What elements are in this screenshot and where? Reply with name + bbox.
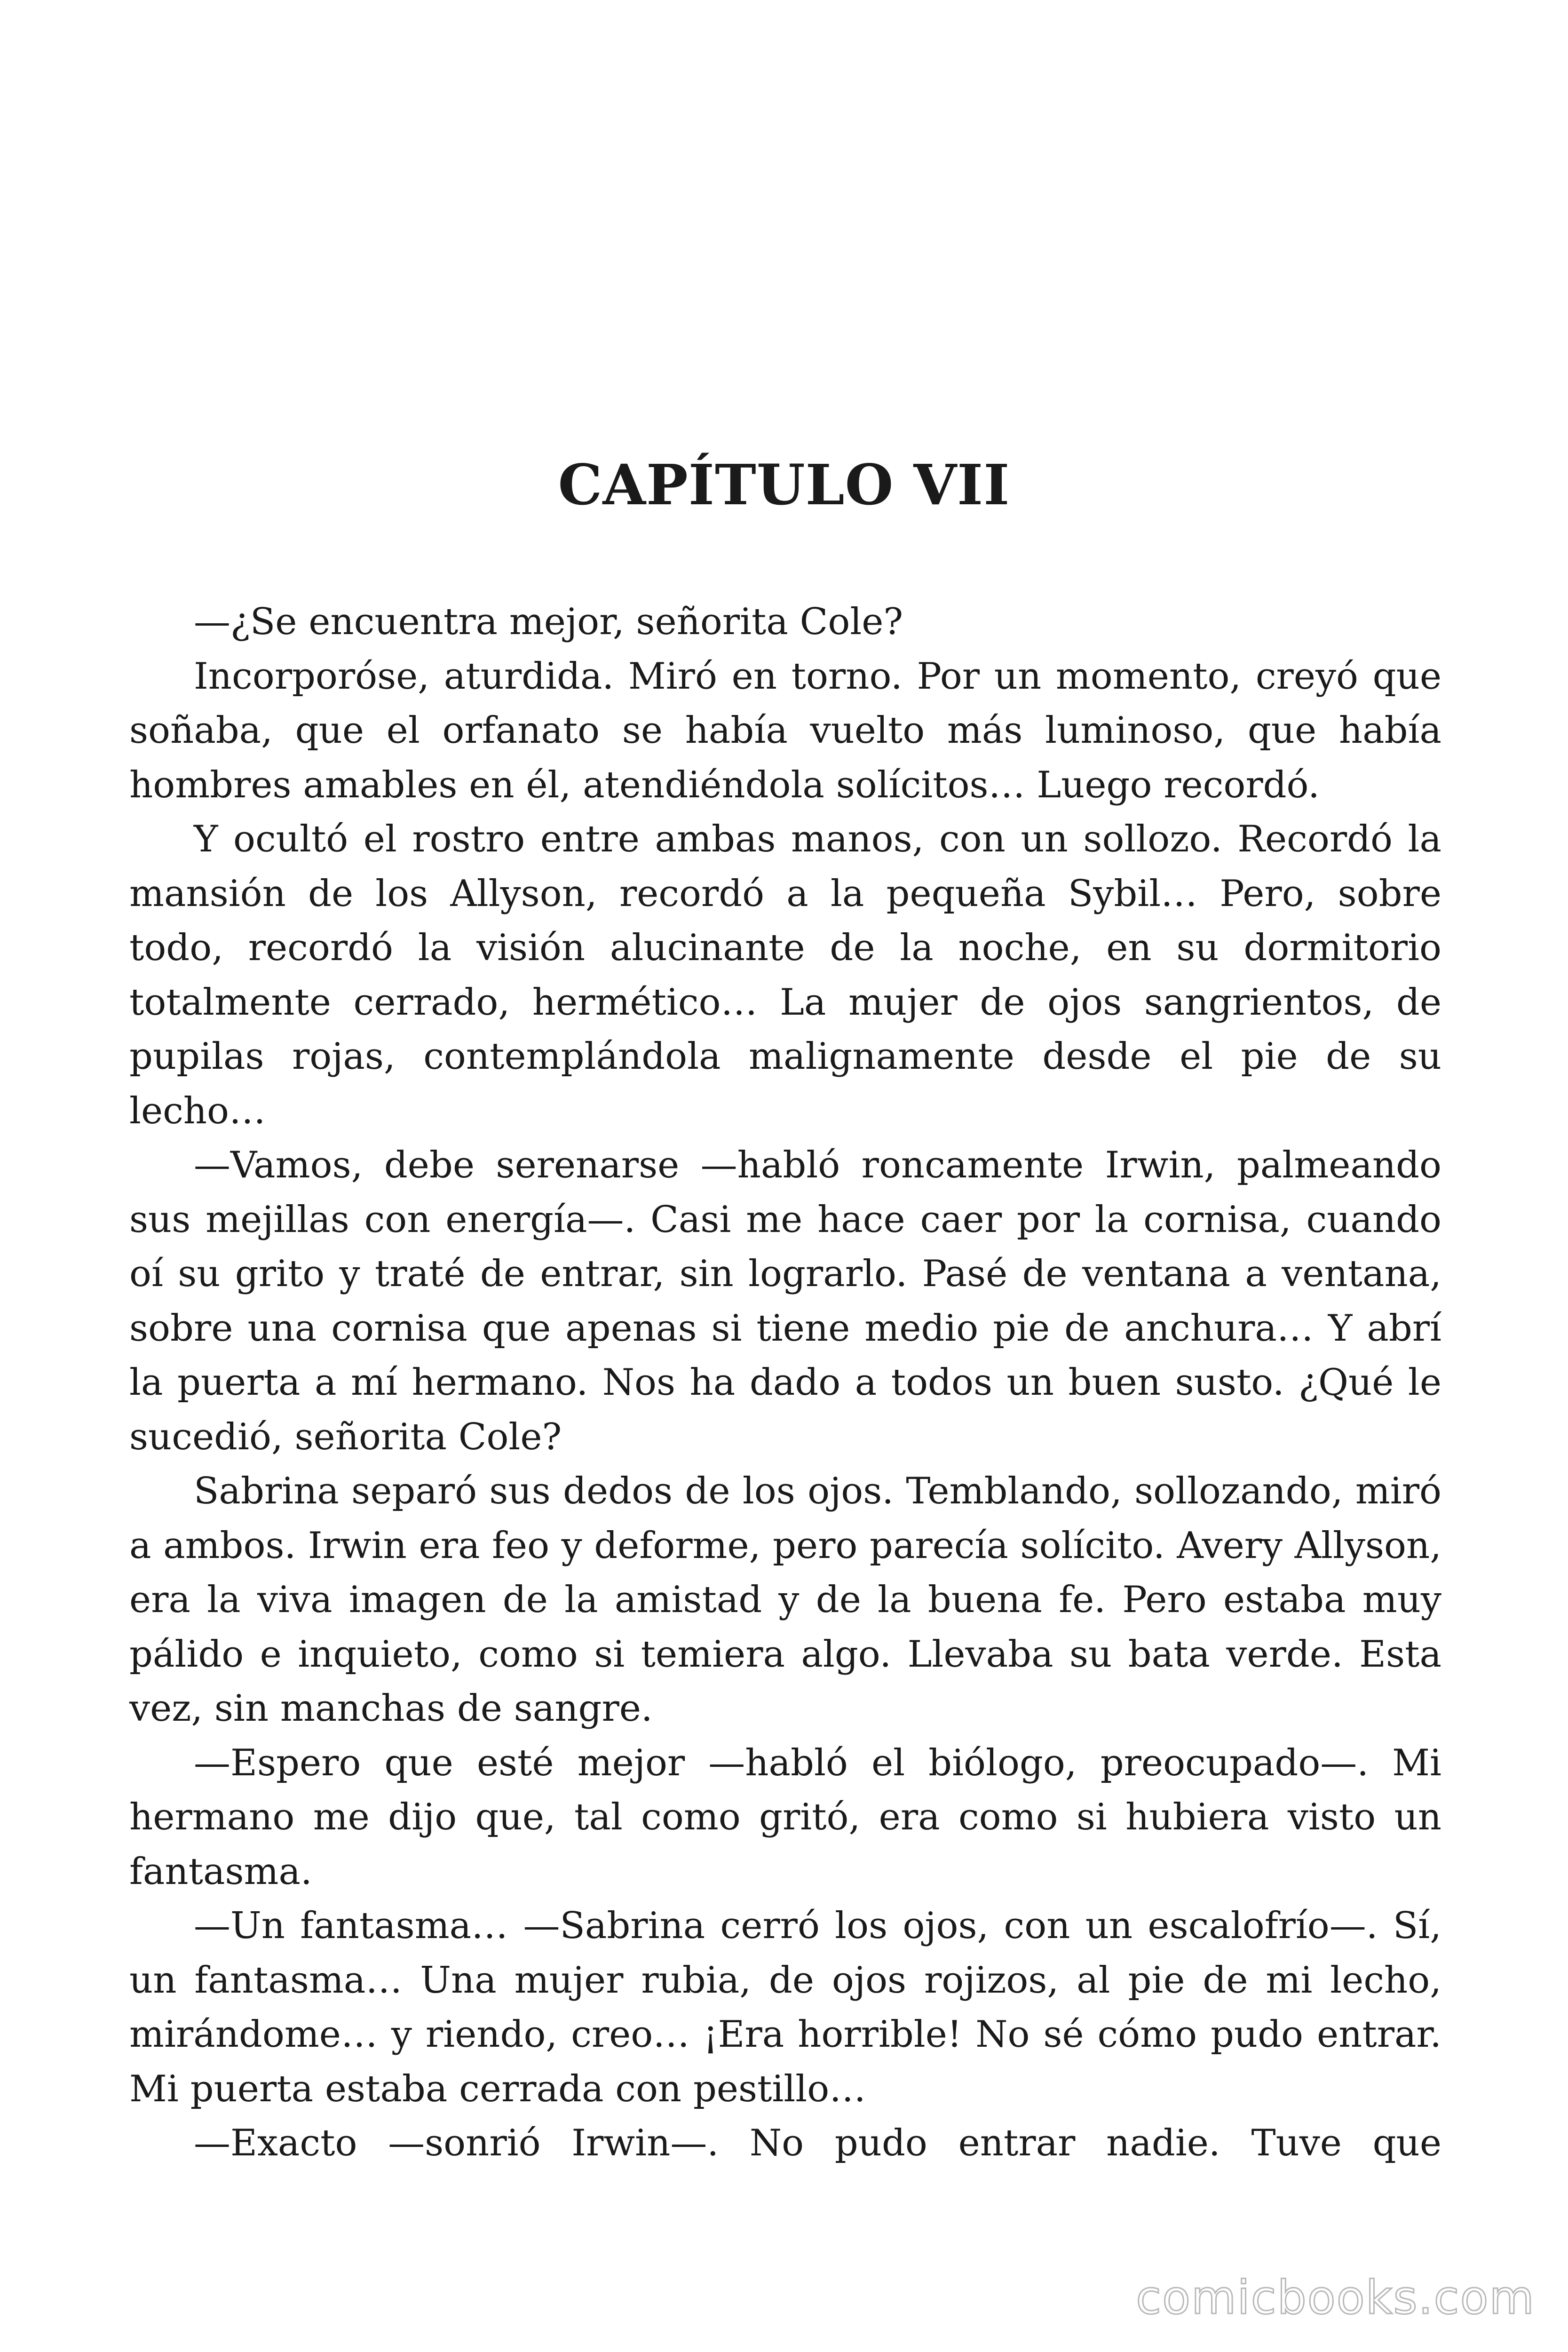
paragraph: Incorporóse, aturdida. Miró en torno. Por un momento, creyó que soñaba, que el orfanato se había vuelto más luminoso, que había hombres amables en él, atendiéndola solícitos… Luego recordó. bbox=[129, 655, 1441, 806]
paragraph: —Vamos, debe serenarse —habló roncamente Irwin, palmeando sus mejillas con energía—. Casi me hace caer por la cornisa, cuando oí su grito y traté de entrar, sin lograrlo. Pasé de ventana a ventana, sobre una cornisa que apenas si tiene medio pie de anchura… Y abrí la puerta a mí hermano. Nos ha dado a todos un buen susto. ¿Qué le sucedió, señorita Cole? bbox=[129, 1144, 1441, 1458]
paragraph: Sabrina separó sus dedos de los ojos. Temblando, sollozando, miró a ambos. Irwin era feo y deforme, pero parecía solícito. Avery Allyson, era la viva imagen de la amistad y de la buena fe. Pero estaba muy pálido e inquieto, como si temiera algo. Llevaba su bata verde. Esta vez, sin manchas de sangre. bbox=[129, 1470, 1441, 1730]
paragraph: Y ocultó el rostro entre ambas manos, con un sollozo. Recordó la mansión de los Allyson, recordó a la pequeña Sybil… Pero, sobre todo, recordó la visión alucinante de la noche, en su dormitorio totalmente cerrado, hermético… La mujer de ojos sangrientos, de pupilas rojas, contemplándola malignamente desde el pie de su lecho… bbox=[129, 818, 1441, 1132]
paragraph: —Un fantasma… —Sabrina cerró los ojos, con un escalofrío—. Sí, un fantasma… Una mujer rubia, de ojos rojizos, al pie de mi lecho, mirándome… y riendo, creo… ¡Era horrible! No sé cómo pudo entrar. Mi puerta estaba cerrada con pestillo… bbox=[129, 1905, 1441, 2110]
paragraph: —Espero que esté mejor —habló el biólogo, preocupado—. Mi hermano me dijo que, tal como gritó, era como si hubiera visto un fantasma. bbox=[129, 1741, 1441, 1893]
paragraph: —¿Se encuentra mejor, señorita Cole? bbox=[194, 601, 903, 643]
paragraph-last-line: —Exacto —sonrió Irwin—. No pudo entrar nadie. Tuve que bbox=[194, 2122, 1441, 2164]
chapter-title: CAPÍTULO VII bbox=[558, 452, 1010, 517]
chapter-body bbox=[129, 595, 1441, 2171]
watermark: comicbooks.com bbox=[1136, 2271, 1535, 2325]
